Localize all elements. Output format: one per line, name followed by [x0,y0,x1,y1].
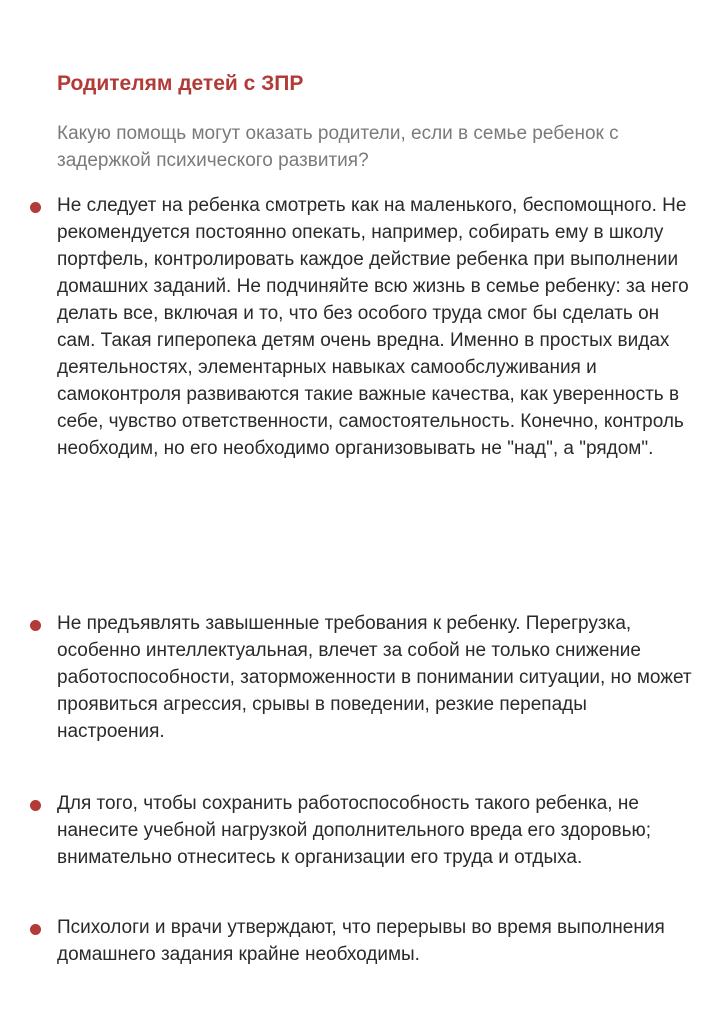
page-subtitle: Какую помощь могут оказать родители, если в семье ребенок с задержкой психического развития? [57,123,619,171]
list-item [30,914,695,968]
list-item [30,790,695,871]
list-item-text: Для того, чтобы сохранить работоспособность такого ребенка, не нанесите учебной нагрузкой дополнительного вреда его здоровью; внимательно отнеситесь к организации его труда и отдыха. [57,793,652,868]
bullet-dot-icon [30,620,41,631]
list-item-text: Не предъявлять завышенные требования к ребенку. Перегрузка, особенно интеллектуальная, влечет за собой не только снижение работоспособности, заторможенности в понимании ситуации, но может проявиться агрессия, срывы в поведении, резкие перепады настроения. [57,613,692,742]
list-item [30,192,695,462]
bullet-dot-icon [30,924,41,935]
bullet-dot-icon [30,202,41,213]
list-item-text: Не следует на ребенка смотреть как на маленького, беспомощного. Не рекомендуется постоянно опекать, например, собирать ему в школу портфель, контролировать каждое действие ребенка при выполнении домашних заданий. Не подчиняйте всю жизнь в семье ребенку: за него делать все, включая и то, что без особого труда смог бы сделать он сам. Такая гиперопека детям очень вредна. Именно в простых видах деятельностях, элементарных навыках самообслуживания и самоконтроля развиваются такие важные качества, как уверенность в себе, чувство ответственности, самостоятельность. Конечно, контроль необходим, но его необходимо организовывать не "над", а "рядом". [57,195,689,459]
list-item [30,610,695,745]
page-title: Родителям детей с ЗПР [57,72,304,95]
bullet-dot-icon [30,800,41,811]
list-item-text: Психологи и врачи утверждают, что перерывы во время выполнения домашнего задания крайне необходимы. [57,917,665,965]
